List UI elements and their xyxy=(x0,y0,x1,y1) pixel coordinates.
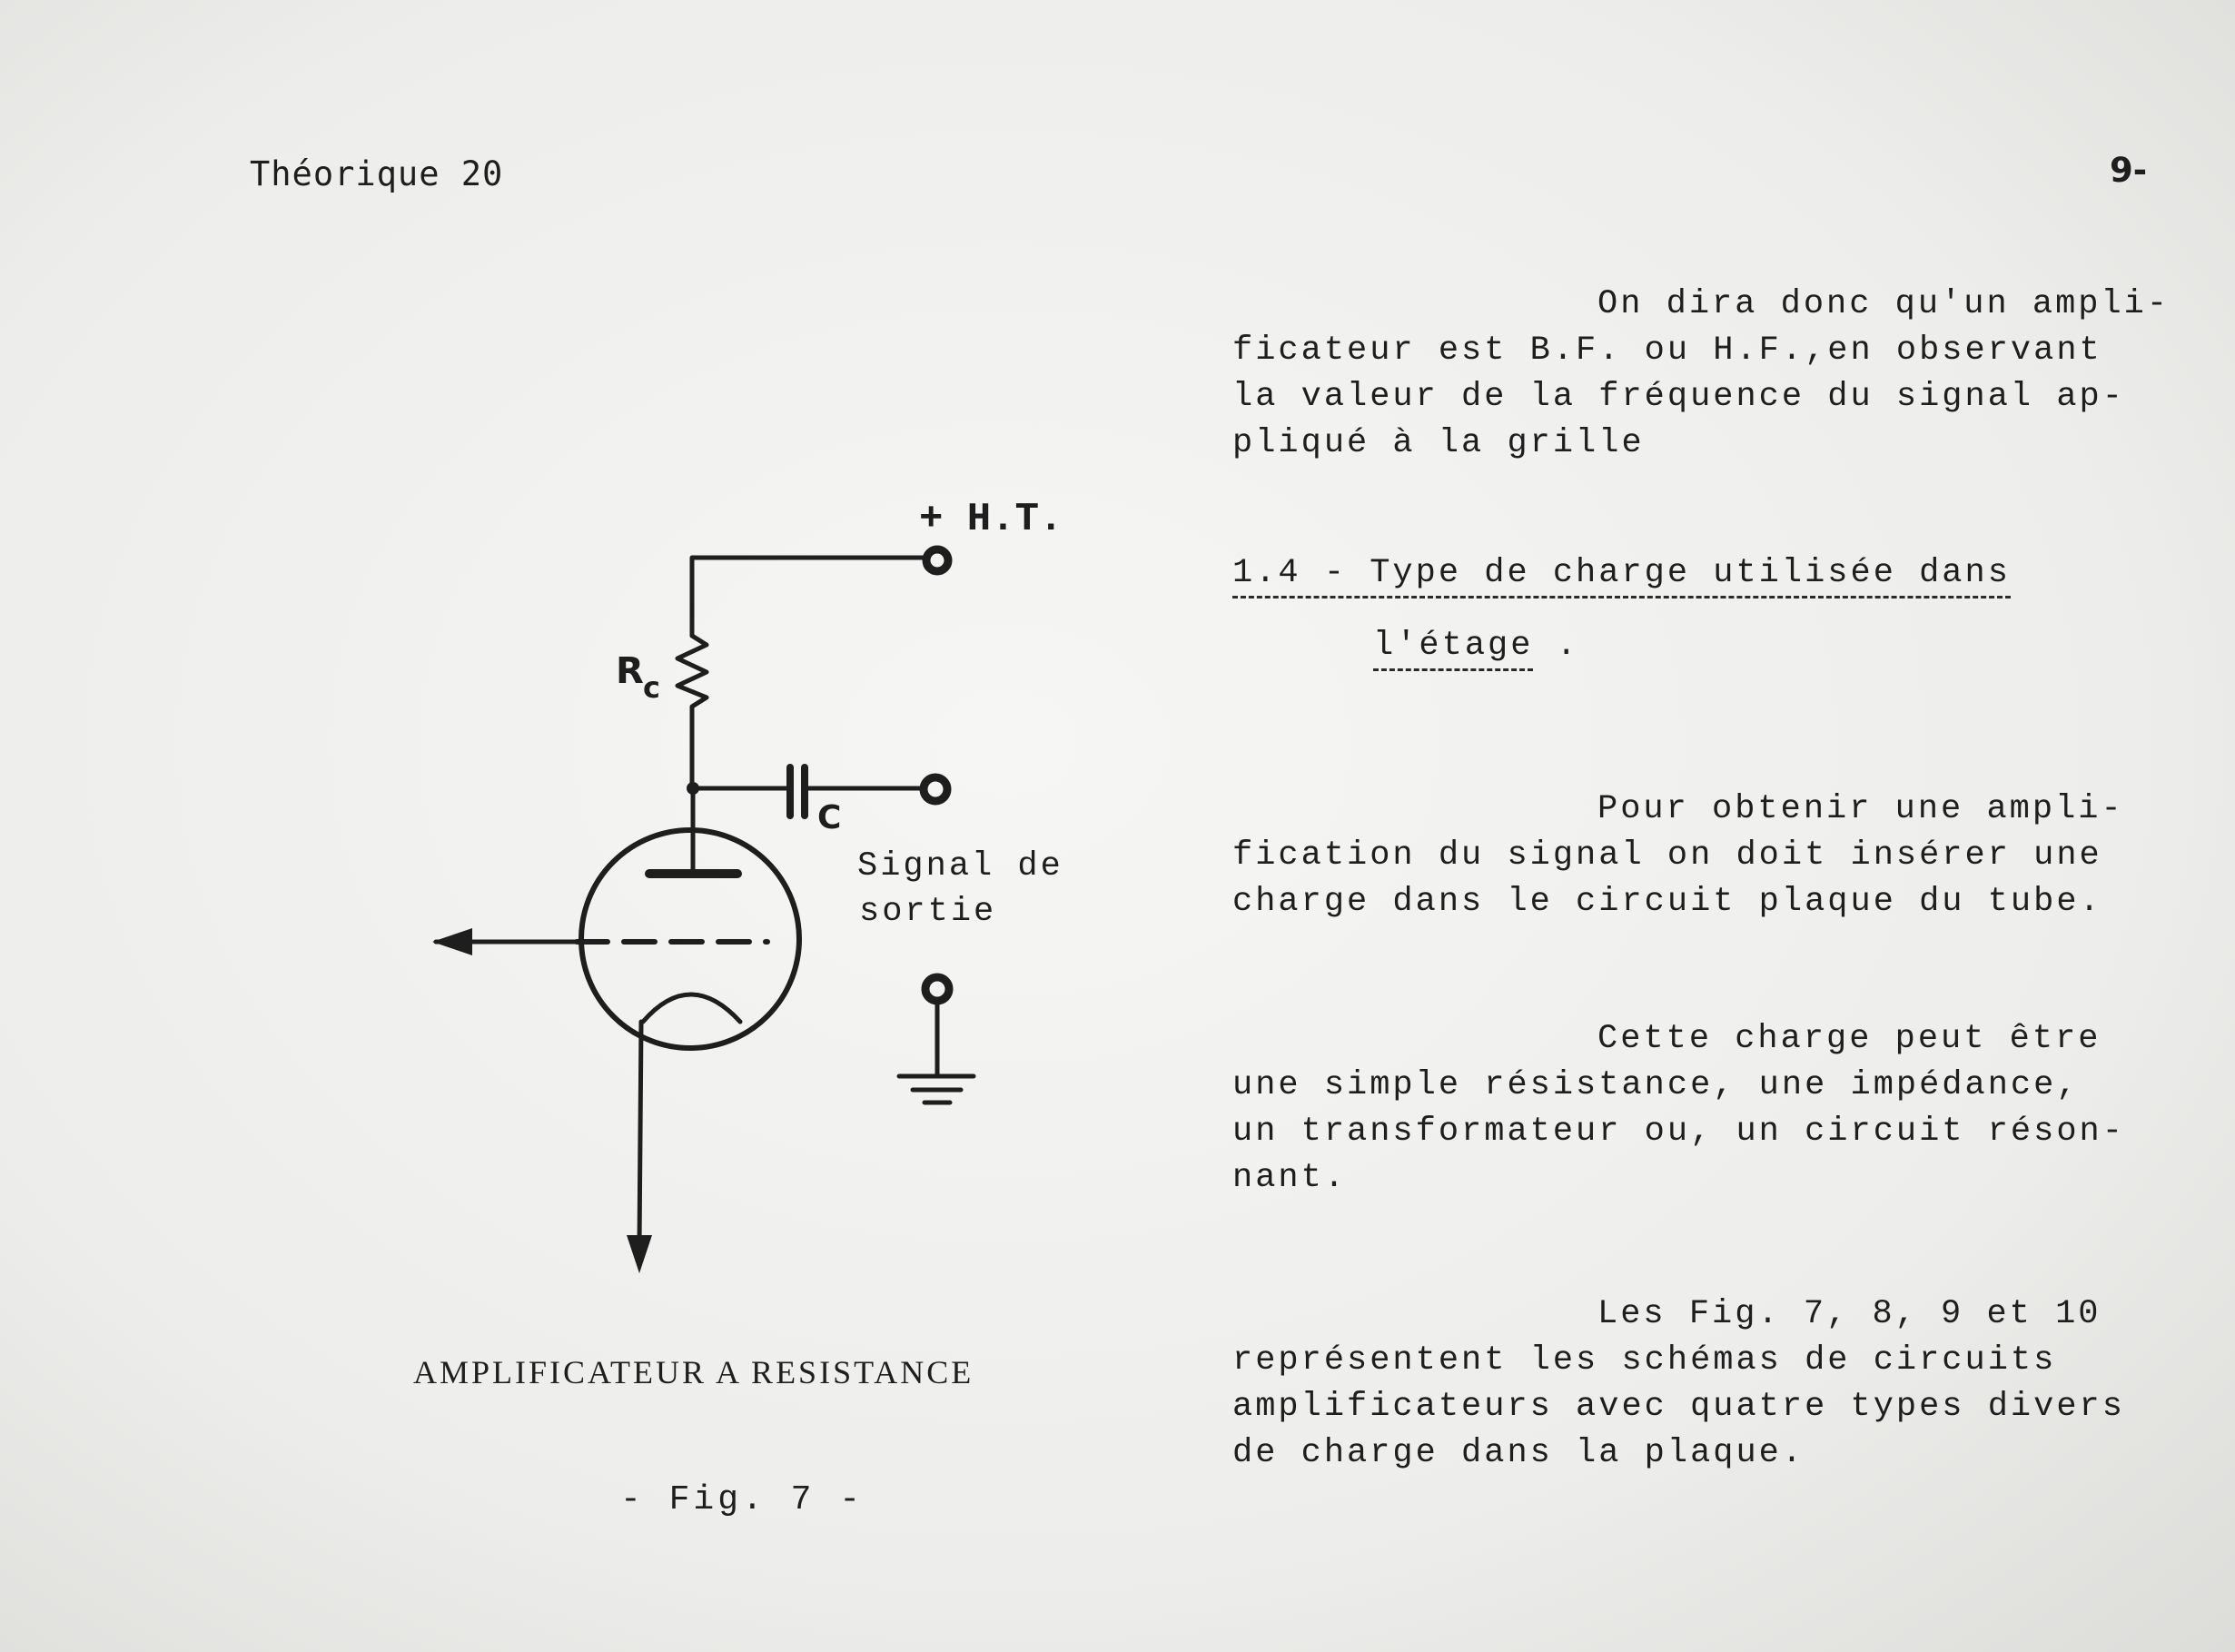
paragraph-2-line: charge dans le circuit plaque du tube. xyxy=(1232,883,2102,921)
page-number: 9- xyxy=(2110,151,2148,190)
paragraph-2-line: Pour obtenir une ampli- xyxy=(1597,790,2124,828)
resistor-rc xyxy=(677,636,707,788)
figure-number: - Fig. 7 - xyxy=(620,1480,865,1519)
section-heading-continued xyxy=(1373,627,1579,665)
section-heading: 1.4 - Type de charge utilisée dans xyxy=(1232,554,2011,598)
paragraph-2 xyxy=(1232,786,2231,925)
paragraph-4-line: de charge dans la plaque. xyxy=(1232,1434,1805,1472)
paragraph-3 xyxy=(1232,1016,2231,1202)
rc-label: R xyxy=(616,650,644,692)
paragraph-3-line: nant. xyxy=(1232,1159,1348,1197)
ht-wire xyxy=(692,558,926,636)
cathode-lead xyxy=(639,1022,641,1246)
figure-caption: AMPLIFICATEUR A RESISTANCE xyxy=(413,1354,974,1390)
paragraph-4-line: Les Fig. 7, 8, 9 et 10 xyxy=(1597,1295,2101,1333)
page-header-title: Théorique 20 xyxy=(250,154,504,193)
section-heading-line2: l'étage xyxy=(1373,627,1533,671)
paragraph-3-line: Cette charge peut être xyxy=(1597,1020,2101,1058)
rc-subscript: c xyxy=(643,670,660,705)
tube-cathode xyxy=(643,994,740,1022)
signal-label-line1: Signal de xyxy=(857,847,1063,885)
paragraph-1-line: pliqué à la grille xyxy=(1232,424,1645,462)
section-heading-dot: . xyxy=(1533,627,1579,665)
capacitor-label: C xyxy=(817,799,842,836)
paragraph-2-line: fication du signal on doit insérer une xyxy=(1232,836,2102,875)
paragraph-4-line: représentent les schémas de circuits xyxy=(1232,1341,2057,1380)
output-terminal xyxy=(924,777,947,801)
paragraph-3-line: une simple résistance, une impédance, xyxy=(1232,1066,2080,1104)
paragraph-1 xyxy=(1232,282,2231,467)
ground-terminal xyxy=(925,977,949,1001)
paragraph-1-line: la valeur de la fréquence du signal ap- xyxy=(1232,378,2125,416)
paragraph-1-line: On dira donc qu'un ampli- xyxy=(1597,285,2171,323)
ht-label: + H.T. xyxy=(919,497,1063,542)
ht-terminal xyxy=(926,549,948,571)
paragraph-3-line: un transformateur ou, un circuit réson- xyxy=(1232,1113,2125,1151)
cathode-arrow-head xyxy=(627,1235,652,1273)
paragraph-4-line: amplificateurs avec quatre types divers xyxy=(1232,1388,2125,1426)
grid-arrow-head xyxy=(432,928,472,955)
signal-label-line2: sortie xyxy=(859,893,997,931)
paragraph-1-line: ficateur est B.F. ou H.F.,en observant xyxy=(1232,331,2102,370)
paragraph-4 xyxy=(1232,1291,2231,1477)
